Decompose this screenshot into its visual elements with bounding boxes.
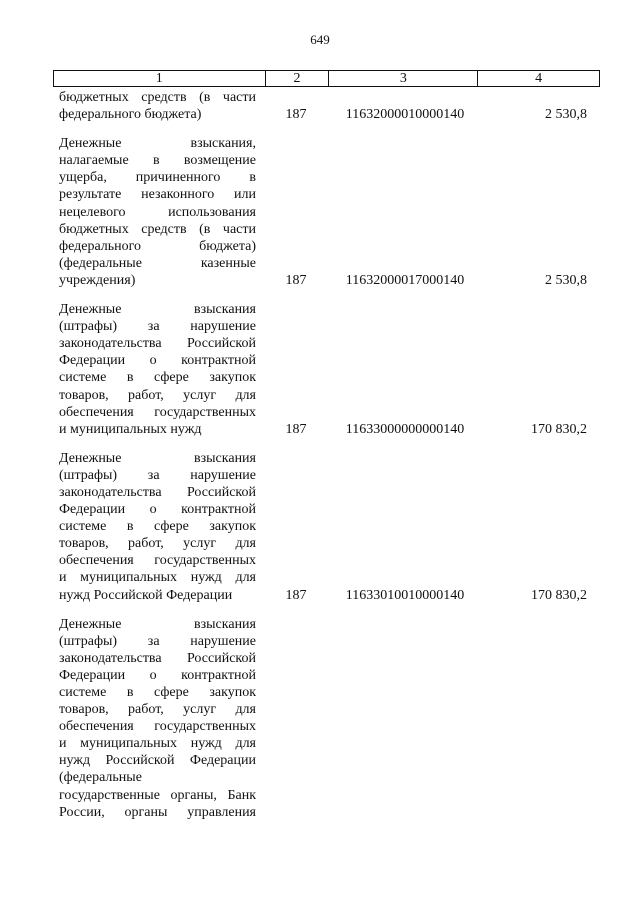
row-sum: 170 830,2 [531,421,587,437]
row-code: 187 [285,272,307,288]
row-sum: 170 830,2 [531,587,587,603]
column-header-table [53,70,600,87]
description-line: федерального бюджета) [59,238,256,254]
table-body [0,89,640,833]
column-header-2: 2 [265,71,329,87]
row-description [59,89,256,123]
table-row [0,450,640,604]
page-number: 649 [310,32,330,47]
description-line: (федеральные [59,770,142,786]
description-line: Федерации о контрактной [59,667,256,683]
description-line: законодательства Российской [59,484,256,500]
description-line: системе в сфере закупок [59,370,256,386]
column-header-row [54,71,600,87]
description-line: бюджетных средств (в части [59,221,256,237]
row-description [59,450,256,604]
description-line: Федерации о контрактной [59,502,256,518]
description-line: товаров, работ, услуг для [59,702,256,718]
column-header-1: 1 [54,71,266,87]
description-line: нужд Российской Федерации [59,753,256,769]
description-line: обеспечения государственных [59,719,256,735]
column-header-3: 3 [329,71,478,87]
row-sum: 2 530,8 [545,272,587,288]
row-code: 187 [285,587,307,603]
description-line: ущерба, причиненного в [59,170,256,186]
row-kbk-code: 11632000017000140 [345,272,465,288]
table-row [0,89,640,123]
description-line: налагаемые в возмещение [59,153,256,169]
column-header-4: 4 [478,71,600,87]
description-line: Денежные взыскания [59,450,256,466]
description-line: и муниципальных нужд для [59,736,256,752]
description-line: (штрафы) за нарушение [59,467,256,483]
description-line: учреждения) [59,272,136,288]
description-line: и муниципальных нужд для [59,570,256,586]
description-line: России, органы управления [59,804,256,820]
description-line: (федеральные казенные [59,255,256,271]
description-line: федерального бюджета) [59,107,202,123]
description-line: нужд Российской Федерации [59,587,233,603]
description-line: нецелевого использования [59,204,256,220]
row-sum: 2 530,8 [545,107,587,123]
description-line: Денежные взыскания [59,302,256,318]
description-line: товаров, работ, услуг для [59,536,256,552]
row-code: 187 [285,107,307,123]
row-code: 187 [285,421,307,437]
row-description [59,616,256,821]
description-line: товаров, работ, услуг для [59,387,256,403]
row-kbk-code: 11633000000000140 [345,421,465,437]
description-line: бюджетных средств (в части [59,90,256,105]
row-description [59,301,256,438]
description-line: обеспечения государственных [59,404,256,420]
description-line: Денежные взыскания, [59,136,256,152]
description-line: системе в сфере закупок [59,519,256,535]
description-line: государственные органы, Банк [59,787,256,803]
description-line: (штрафы) за нарушение [59,633,256,649]
table-row [0,301,640,438]
row-description [59,135,256,289]
table-row [0,135,640,289]
description-line: результате незаконного или [59,187,256,203]
description-line: обеспечения государственных [59,553,256,569]
description-line: системе в сфере закупок [59,685,256,700]
description-line: и муниципальных нужд [59,421,202,437]
description-line: (штрафы) за нарушение [59,319,256,335]
table-row [0,616,640,821]
description-line: Федерации о контрактной [59,353,256,369]
description-line: законодательства Российской [59,650,256,666]
description-line: Денежные взыскания [59,616,256,632]
description-line: законодательства Российской [59,336,256,352]
row-kbk-code: 11632000010000140 [345,107,465,123]
row-kbk-code: 11633010010000140 [345,587,465,603]
